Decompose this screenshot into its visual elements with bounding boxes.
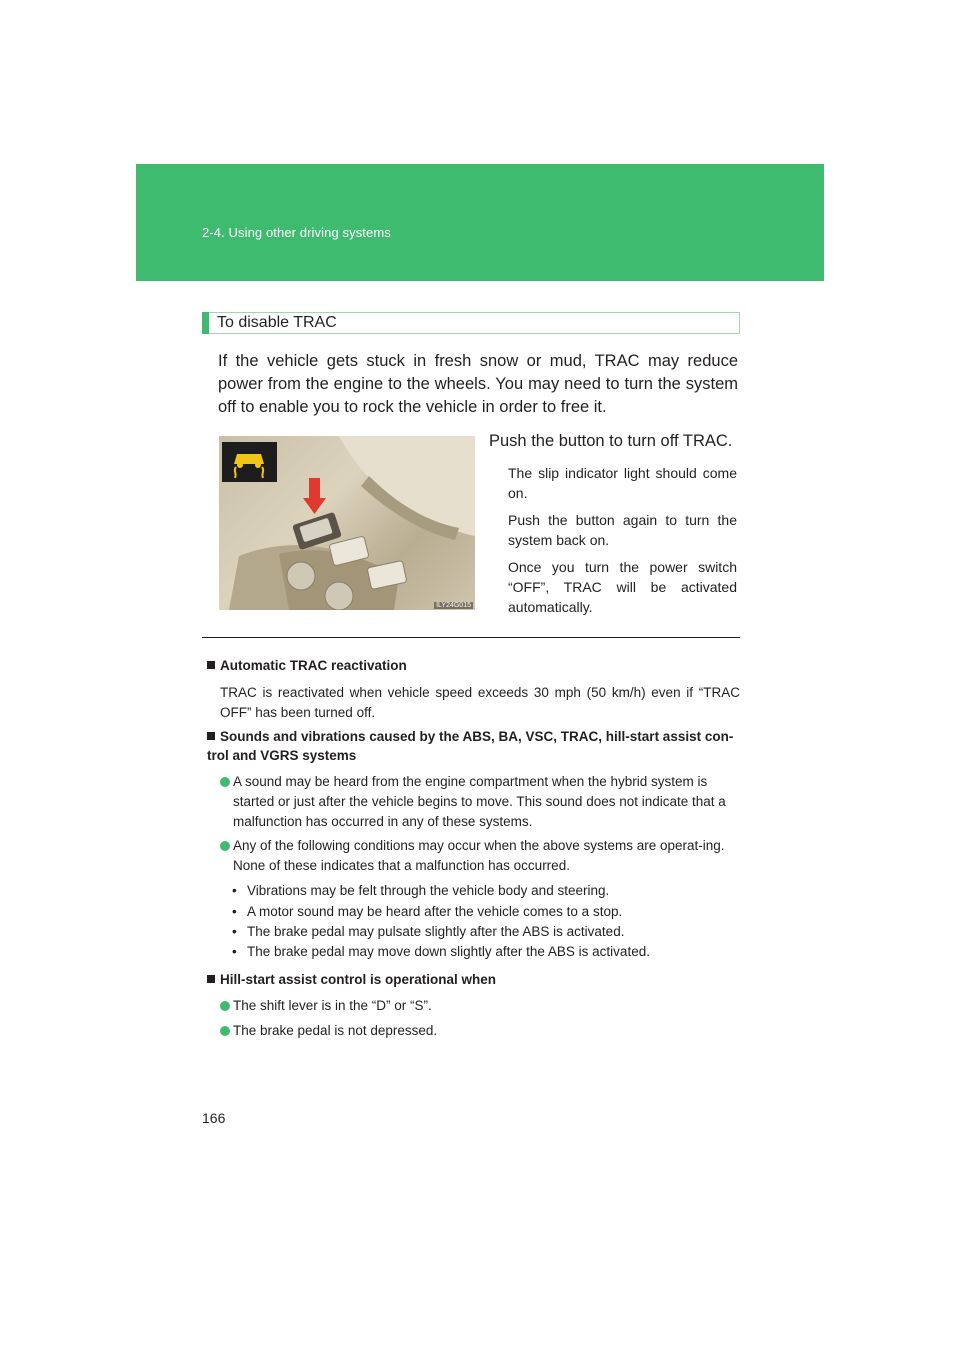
info-heading-sounds bbox=[207, 727, 742, 765]
info-heading-text: Sounds and vibrations caused by the ABS, BA, VSC, TRAC, hill-start assist con-trol and VGRS systems bbox=[207, 729, 734, 763]
console-illustration bbox=[219, 436, 475, 610]
info-heading-text: Automatic TRAC reactivation bbox=[220, 658, 407, 673]
intro-paragraph: If the vehicle gets stuck in fresh snow or mud, TRAC may reduce power from the engine to the wheels. You may need to turn the system off to enable you to rock the vehicle in order to free it. bbox=[218, 352, 738, 416]
bullet-dot-icon bbox=[220, 1026, 230, 1036]
sub-list-item: • The brake pedal may move down slightly after the ABS is activated. bbox=[232, 944, 650, 959]
sub-list-item-text: A motor sound may be heard after the vehicle comes to a stop. bbox=[247, 904, 623, 919]
step-note: The slip indicator light should come on. bbox=[508, 465, 737, 501]
list-item-text: A sound may be heard from the engine compartment when the hybrid system is started or just after the vehicle begins to move. This sound does not indicate that a malfunction has occurred in any of these systems. bbox=[233, 774, 726, 829]
sub-list-item-text: The brake pedal may pulsate slightly after the ABS is activated. bbox=[247, 924, 625, 939]
section-heading bbox=[202, 312, 740, 334]
sub-list-item-text: Vibrations may be felt through the vehicle body and steering. bbox=[247, 883, 610, 898]
square-bullet-icon bbox=[207, 661, 215, 669]
square-bullet-icon bbox=[207, 975, 215, 983]
heading-accent bbox=[202, 312, 209, 334]
list-item bbox=[220, 772, 740, 832]
list-item-text: Any of the following conditions may occur when the above systems are operat-ing. None of these indicates that a malfunction has occurred. bbox=[233, 838, 725, 873]
section-divider bbox=[202, 637, 740, 638]
section-title: To disable TRAC bbox=[217, 314, 337, 331]
bullet-dot-icon bbox=[220, 1001, 230, 1011]
list-item bbox=[220, 836, 740, 876]
info-text: TRAC is reactivated when vehicle speed exceeds 30 mph (50 km/h) even if “TRAC OFF” has been turned off. bbox=[220, 685, 740, 720]
slip-indicator-icon bbox=[222, 442, 277, 482]
list-item bbox=[220, 1021, 740, 1041]
sub-list-item-text: The brake pedal may move down slightly after the ABS is activated. bbox=[247, 944, 650, 959]
sub-list-item: • The brake pedal may pulsate slightly after the ABS is activated. bbox=[232, 924, 625, 939]
info-heading-reactivation bbox=[207, 656, 742, 675]
section-path: 2-4. Using other driving systems bbox=[202, 225, 391, 240]
sub-list-item: • Vibrations may be felt through the vehicle body and steering. bbox=[232, 883, 610, 898]
page-number: 166 bbox=[202, 1110, 226, 1126]
list-item bbox=[220, 996, 740, 1016]
bullet-dot-icon bbox=[220, 777, 230, 787]
step-title: Push the button to turn off TRAC. bbox=[489, 432, 733, 450]
list-item-text: The brake pedal is not depressed. bbox=[233, 1023, 438, 1038]
header-bar bbox=[136, 164, 824, 281]
bullet-dot-icon bbox=[220, 841, 230, 851]
info-heading-text: Hill-start assist control is operational when bbox=[220, 972, 497, 987]
step-note: Once you turn the power switch “OFF”, TRAC will be activated automatically. bbox=[508, 559, 737, 615]
arrow-down-icon bbox=[303, 478, 326, 514]
figure-code: ILY24G015 bbox=[436, 602, 471, 609]
trac-button-figure bbox=[219, 436, 475, 610]
list-item-text: The shift lever is in the “D” or “S”. bbox=[233, 998, 432, 1013]
step-note: Push the button again to turn the system back on. bbox=[508, 512, 737, 548]
info-heading-hill-start bbox=[207, 970, 742, 989]
square-bullet-icon bbox=[207, 732, 215, 740]
sub-list-item: • A motor sound may be heard after the vehicle comes to a stop. bbox=[232, 904, 623, 919]
